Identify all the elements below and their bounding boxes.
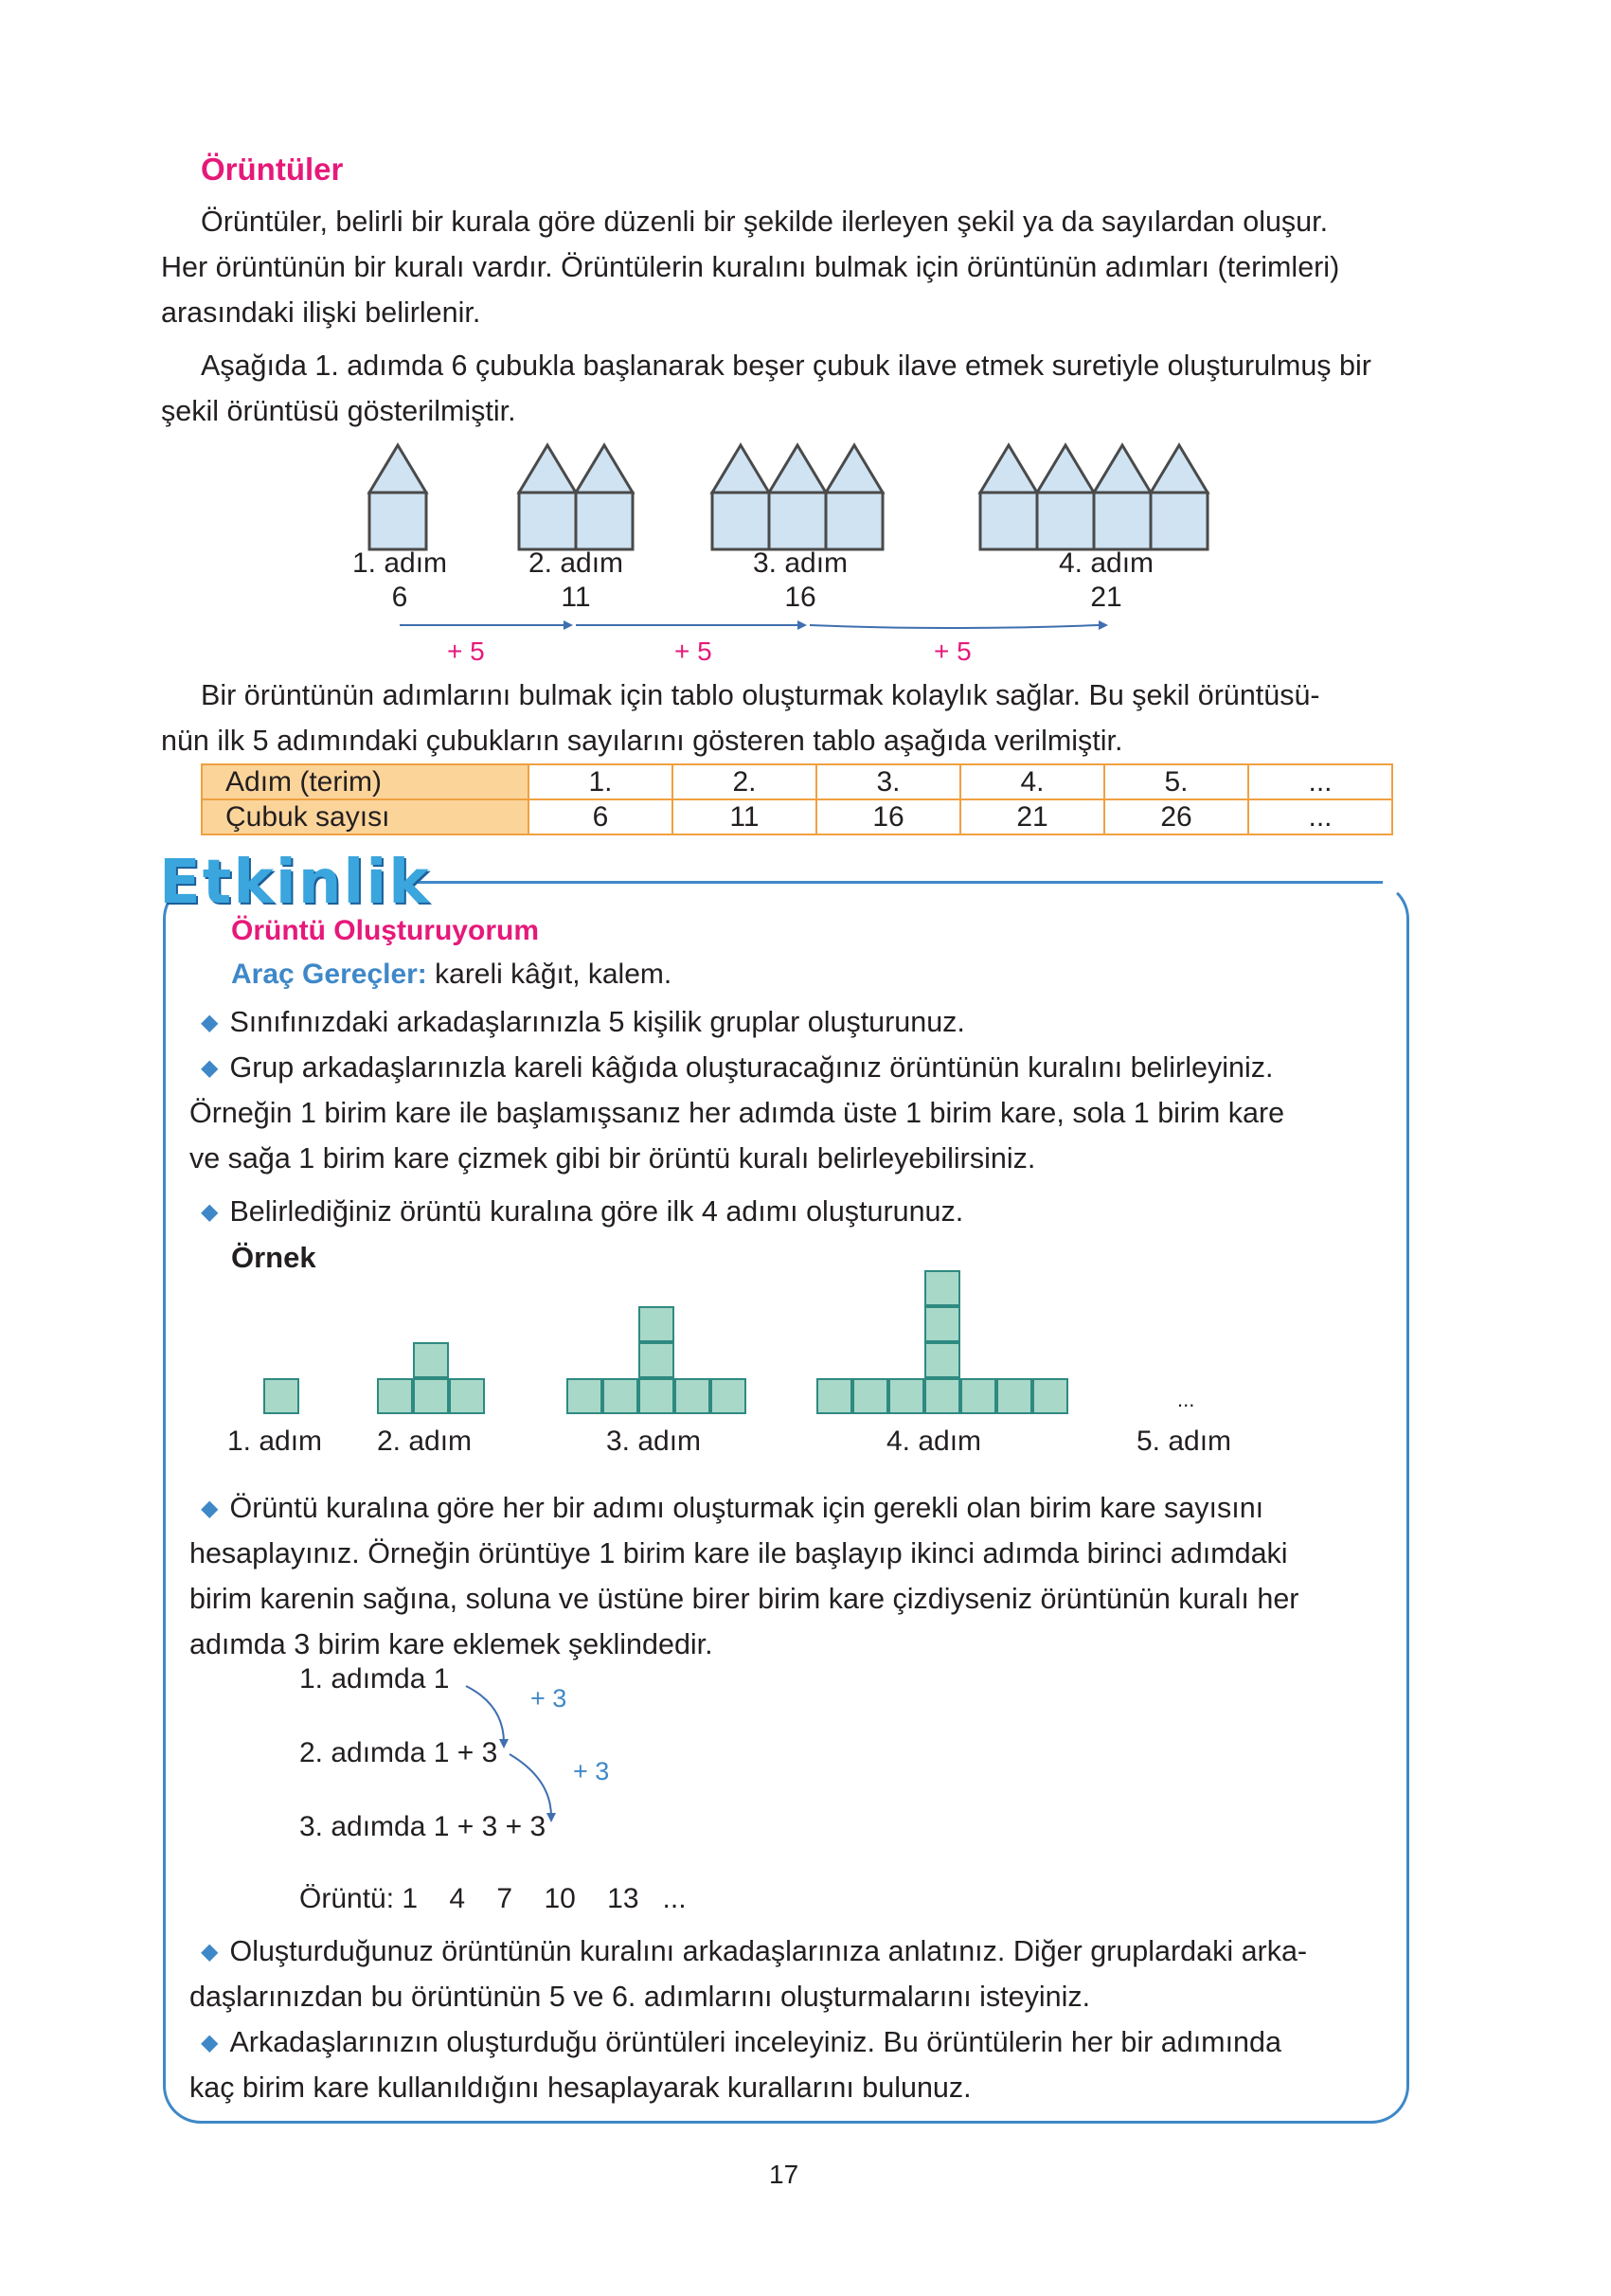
table-cell: 5. (1104, 764, 1248, 799)
table-row (202, 764, 1392, 799)
house-step-value: 11 (561, 582, 591, 613)
bullet-text: Oluşturduğunuz örüntünün kuralını arkadaşlarınıza anlatınız. Diğer gruplardaki arka- (229, 1935, 1308, 1967)
house-body (826, 493, 883, 549)
table-row (202, 799, 1392, 834)
unit-square (566, 1378, 602, 1414)
house-roof (1151, 445, 1208, 493)
bullet-text: Örüntü kuralına göre her bir adımı oluşturmak için gerekli olan birim kare sayısını (229, 1492, 1264, 1524)
plus-three-label: + 3 (573, 1757, 610, 1785)
square-step-label: 4. adım (886, 1426, 982, 1457)
activity-badge: Etkinlik (159, 848, 431, 918)
unit-square (638, 1306, 674, 1342)
example-heading: Örnek (231, 1241, 316, 1274)
table-cell: 21 (960, 799, 1104, 834)
table-cell: 2. (672, 764, 816, 799)
unit-square (1032, 1378, 1068, 1414)
bullet-text: Arkadaşlarınızın oluşturduğu örüntüleri inceleyiniz. Bu örüntülerin her bir adımında (229, 2026, 1281, 2058)
diamond-bullet-icon: ◆ (201, 2030, 219, 2055)
house-body (576, 493, 633, 549)
arrow-head (499, 1739, 509, 1749)
diamond-bullet-icon: ◆ (201, 1939, 219, 1964)
arrow-head (797, 620, 807, 630)
house-roof (769, 445, 826, 493)
equation-step-2: 2. adımda 1 + 3 (299, 1737, 498, 1768)
unit-square (263, 1378, 299, 1414)
house-roof (1037, 445, 1094, 493)
table-cell: 6 (528, 799, 672, 834)
house-step-value: 16 (784, 582, 816, 613)
activity-title: Örüntü Oluşturuyorum (231, 915, 539, 946)
step-arrow (466, 1686, 504, 1743)
bullet-item (201, 999, 965, 1048)
house-roof (369, 445, 426, 493)
intro-line-3: arasındaki ilişki belirlenir. (161, 296, 481, 329)
unit-square (413, 1342, 449, 1378)
house-roof (1094, 445, 1151, 493)
activity-para-line: kaç birim kare kullanıldığını hesaplayarak kurallarını bulunuz. (189, 2072, 972, 2104)
unit-square (674, 1378, 710, 1414)
increment-label: + 5 (447, 637, 485, 666)
activity-para-line: ve sağa 1 birim kare çizmek gibi bir örüntü kuralı belirleyebilirsiniz. (189, 1142, 1036, 1175)
table-row-header: Çubuk sayısı (202, 799, 528, 834)
unit-square (377, 1378, 413, 1414)
bullet-text: Belirlediğiniz örüntü kuralına göre ilk 4 adımı oluşturunuz. (229, 1195, 964, 1228)
house-step-label: 1. adım (351, 547, 448, 579)
section-title: Örüntüler (201, 152, 344, 187)
house-body (769, 493, 826, 549)
square-step-label: 1. adım (227, 1426, 323, 1457)
bullet-text: Grup arkadaşlarınızla kareli kâğıda oluşturacağınız örüntünün kuralını belirleyiniz. (229, 1051, 1274, 1084)
activity-para-line: Örneğin 1 birim kare ile başlamışsanız her adımda üste 1 birim kare, sola 1 birim kare (189, 1097, 1285, 1129)
square-step-label: 5. adım (1137, 1426, 1232, 1457)
unit-square (852, 1378, 888, 1414)
house-roof (519, 445, 576, 493)
table-cell: ... (1248, 799, 1392, 834)
house-step-label: 4. adım (1058, 547, 1155, 579)
unit-square (710, 1378, 746, 1414)
intro-line-2: Her örüntünün bir kuralı vardır. Örüntülerin kuralını bulmak için örüntünün adımları (terimleri) (161, 251, 1340, 283)
increment-label: + 5 (934, 637, 972, 666)
house-body (369, 493, 426, 549)
bullet-item (201, 2019, 1281, 2068)
tools-label: Araç Gereçler: (231, 959, 427, 990)
house-step-label: 2. adım (528, 547, 624, 579)
house-body (1151, 493, 1208, 549)
house-body (980, 493, 1037, 549)
house-roof (576, 445, 633, 493)
arrow-head (1099, 620, 1108, 630)
house-step-value: 21 (1090, 582, 1122, 613)
diamond-bullet-icon: ◆ (201, 1010, 219, 1035)
house-roof (980, 445, 1037, 493)
house-roof (826, 445, 883, 493)
unit-square (924, 1378, 960, 1414)
table-cell: 4. (960, 764, 1104, 799)
page-number: 17 (769, 2160, 799, 2189)
square-step-label: 2. adım (377, 1426, 473, 1457)
diamond-bullet-icon: ◆ (201, 1496, 219, 1521)
step-arrow (510, 1754, 551, 1817)
house-step-label: 3. adım (752, 547, 849, 579)
house-body (1037, 493, 1094, 549)
table-intro-line-1: Bir örüntünün adımlarını bulmak için tablo oluşturmak kolaylık sağlar. Bu şekil örüntüsü- (201, 679, 1320, 711)
pattern-sequence: Örüntü: 1 4 7 10 13 ... (299, 1883, 687, 1914)
house-pattern-svg (0, 426, 1611, 663)
bullet-item (201, 1189, 963, 1237)
unit-square (816, 1378, 852, 1414)
table-cell: ... (1248, 764, 1392, 799)
unit-square (638, 1378, 674, 1414)
arrow-head (546, 1813, 556, 1822)
bullet-item (201, 1485, 1263, 1534)
pattern-table (201, 763, 1393, 835)
unit-square (924, 1270, 960, 1306)
table-cell: 26 (1104, 799, 1248, 834)
activity-para-line: hesaplayınız. Örneğin örüntüye 1 birim kare ile başlayıp ikinci adımda birinci adımdaki (189, 1537, 1288, 1570)
house-body (1094, 493, 1151, 549)
unit-square (602, 1378, 638, 1414)
house-body (712, 493, 769, 549)
table-intro-line-2: nün ilk 5 adımındaki çubukların sayılarını gösteren tablo aşağıda verilmiştir. (161, 725, 1123, 757)
activity-para-line: birim karenin sağına, soluna ve üstüne birer birim kare çizdiyseniz örüntünün kuralı her (189, 1583, 1299, 1615)
intro-line-4: Aşağıda 1. adımda 6 çubukla başlanarak beşer çubuk ilave etmek suretiyle oluşturulmuş bir (201, 350, 1371, 382)
table-cell: 11 (672, 799, 816, 834)
unit-square (888, 1378, 924, 1414)
plus-three-label: + 3 (530, 1684, 567, 1713)
unit-square (413, 1378, 449, 1414)
bullet-text: Sınıfınızdaki arkadaşlarınızla 5 kişilik gruplar oluşturunuz. (229, 1006, 965, 1038)
bullet-item (201, 1928, 1307, 1977)
square-step-label: 3. adım (606, 1426, 702, 1457)
tools-value: kareli kâğıt, kalem. (426, 959, 672, 990)
arrow-head (564, 620, 573, 630)
activity-box-top-border (398, 881, 1383, 884)
equation-step-1: 1. adımda 1 (299, 1663, 450, 1695)
table-cell: 3. (816, 764, 960, 799)
house-pattern-figure (0, 426, 1611, 663)
diamond-bullet-icon: ◆ (201, 1055, 219, 1081)
unit-square (924, 1342, 960, 1378)
unit-square (924, 1306, 960, 1342)
bullet-item (201, 1045, 1273, 1093)
house-roof (712, 445, 769, 493)
equation-step-3: 3. adımda 1 + 3 + 3 (299, 1811, 546, 1842)
house-body (519, 493, 576, 549)
unit-square (638, 1342, 674, 1378)
table-row-header: Adım (terim) (202, 764, 528, 799)
unit-square (996, 1378, 1032, 1414)
table-cell: 16 (816, 799, 960, 834)
ellipsis: ... (1177, 1388, 1195, 1411)
house-step-value: 6 (391, 582, 408, 613)
unit-square (960, 1378, 996, 1414)
activity-para-line: adımda 3 birim kare eklemek şeklindedir. (189, 1628, 713, 1660)
intro-line-1: Örüntüler, belirli bir kurala göre düzenli bir şekilde ilerleyen şekil ya da sayılardan oluşur. (201, 206, 1329, 238)
intro-line-5: şekil örüntüsü gösterilmiştir. (161, 395, 516, 427)
increment-arrow (810, 625, 1099, 628)
diamond-bullet-icon: ◆ (201, 1199, 219, 1225)
table-cell: 1. (528, 764, 672, 799)
activity-para-line: daşlarınızdan bu örüntünün 5 ve 6. adımlarını oluşturmalarını isteyiniz. (189, 1981, 1091, 2013)
activity-tools (231, 959, 671, 991)
increment-label: + 5 (674, 637, 712, 666)
unit-square (449, 1378, 485, 1414)
